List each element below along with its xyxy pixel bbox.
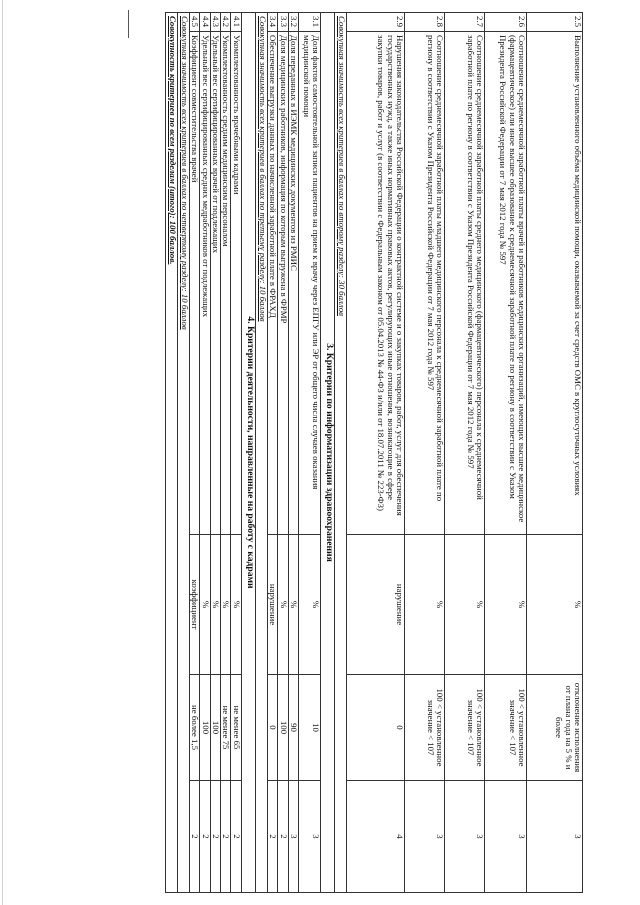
- criterion-number: 4.4: [200, 13, 210, 32]
- criterion-score: 3: [485, 781, 527, 893]
- criterion-norm: 10: [299, 675, 321, 781]
- section-subtotal: Совокупная значимость всех критериев в баллах по четвертому разделу: 10 баллов: [177, 13, 189, 893]
- criterion-unit: нарушение: [347, 535, 405, 675]
- table-row: [405, 13, 445, 893]
- section-subtotal: Совокупная значимость всех критериев в баллах по третьему разделу: 10 баллов: [255, 13, 267, 893]
- criterion-norm: 0: [347, 675, 405, 781]
- criterion-norm: не более 1,5: [189, 675, 199, 781]
- criterion-number: 3.3: [278, 13, 288, 32]
- section-heading-row: [241, 13, 255, 893]
- criterion-norm: 100 < установленное значение < 107: [405, 675, 445, 781]
- criterion-unit: %: [405, 535, 445, 675]
- criterion-unit: нарушение: [267, 535, 277, 675]
- criterion-norm: 100 < установленное значение < 107: [445, 675, 485, 781]
- criterion-number: 4.3: [210, 13, 220, 32]
- criterion-score: 3: [405, 781, 445, 893]
- criterion-text: Удельный вес сертифицированных средних медработников от подлежащих: [200, 32, 210, 535]
- table-row: [299, 13, 321, 893]
- criterion-number: 3.4: [267, 13, 277, 32]
- criterion-text: Соотношение среднемесячной заработной платы среднего медицинского (фармацевтического) персонала к среднемесячной заработной плате по региону в соответствии с Указом Президента Российской Федерации от 7 мая 2012 года № 597: [445, 32, 485, 535]
- criterion-unit: %: [220, 535, 230, 675]
- section-heading: 4. Критерии деятельности, направленные на работу с кадрами: [241, 13, 255, 893]
- criterion-text: Обеспечение выгрузки данных по начисленной заработной плате в ФРАХД: [267, 32, 277, 535]
- criterion-score: 3: [445, 781, 485, 893]
- criteria-table: [165, 12, 583, 893]
- criterion-number: 3.2: [288, 13, 298, 32]
- criterion-score: 2: [210, 781, 220, 893]
- criterion-text: Коэффициент совместительства врачей: [189, 32, 199, 535]
- section-subtotal-row: [177, 13, 189, 893]
- criterion-number: 2.6: [485, 13, 527, 32]
- criterion-score: 2: [200, 781, 210, 893]
- criterion-score: 2: [231, 781, 241, 893]
- criterion-number: 4.1: [231, 13, 241, 32]
- grand-total: Совокупность критериев по всем разделам (итого): 100 баллов.: [165, 13, 177, 893]
- criterion-text: Доля медицинских работников, информация по которым выгружена в ФРМР: [278, 32, 288, 535]
- table-row: [347, 13, 405, 893]
- criterion-unit: %: [485, 535, 527, 675]
- criterion-unit: %: [299, 535, 321, 675]
- criterion-norm: 100: [210, 675, 220, 781]
- table-row: [231, 13, 241, 893]
- criterion-norm: не менее 65: [231, 675, 241, 781]
- criterion-unit: %: [278, 535, 288, 675]
- criterion-unit: %: [231, 535, 241, 675]
- criterion-unit: %: [288, 535, 298, 675]
- criterion-number: 2.9: [347, 13, 405, 32]
- grand-total-row: [165, 13, 177, 893]
- table-row: [527, 13, 583, 893]
- criterion-norm: 90: [288, 675, 298, 781]
- criterion-unit: %: [527, 535, 583, 675]
- criterion-unit: коэффициент: [189, 535, 199, 675]
- criterion-norm: 100: [200, 675, 210, 781]
- criterion-text: Укомплектованность врачебными кадрами: [231, 32, 241, 535]
- criterion-norm: не менее 75: [220, 675, 230, 781]
- criterion-number: 2.5: [527, 13, 583, 32]
- criterion-text: Соотношение среднемесячной заработной платы младшего медицинского персонала к среднемесячной заработной плате по региону в соответствии с Указом Президента Российской Федерации от 7 мая 2012 года № 597: [405, 32, 445, 535]
- table-row: [210, 13, 220, 893]
- criterion-number: 4.5: [189, 13, 199, 32]
- rotated-sheet: [19, 12, 583, 892]
- table-row: [267, 13, 277, 893]
- criterion-score: 2: [267, 781, 277, 893]
- criterion-text: Выполнение установленного объёма медицинской помощи, оказываемой за счет средств ОМС в круглосуточных условиях: [527, 32, 583, 535]
- table-row: [200, 13, 210, 893]
- criterion-text: Нарушения законодательства Российской Федерации о контрактной системе и о закупках товаров, работ, услуг для обеспечения государственных нужд, а также иных нормативных правовых актов, регулирующих иные отношения, возникающие в сфере закупки товаров, работ и услуг (в соответствии с Федеральным законом от 05.04.2013 № 44-ФЗ и/или от 18.07.2011 № 223-ФЗ): [347, 32, 405, 535]
- criterion-norm: 100 < установленное значение < 107: [485, 675, 527, 781]
- section-heading-row: [321, 13, 335, 893]
- criterion-score: 4: [347, 781, 405, 893]
- table-row: [288, 13, 298, 893]
- table-row: [278, 13, 288, 893]
- table-row: [485, 13, 527, 893]
- criterion-number: 2.8: [405, 13, 445, 32]
- criterion-number: 2.7: [445, 13, 485, 32]
- criterion-text: Укомплектованность средним медицинским персоналом: [220, 32, 230, 535]
- scan-edge-line: [2, 0, 3, 905]
- criterion-score: 3: [288, 781, 298, 893]
- criterion-norm: 100: [278, 675, 288, 781]
- criterion-score: 3: [299, 781, 321, 893]
- criterion-number: 3.1: [299, 13, 321, 32]
- table-row: [445, 13, 485, 893]
- section-heading: 3. Критерии по информатизации здравоохранения: [321, 13, 335, 893]
- section-subtotal-row: [255, 13, 267, 893]
- criterion-number: 4.2: [220, 13, 230, 32]
- criterion-norm: отклонение исполнения от плана года на 5 % и более: [527, 675, 583, 781]
- criterion-norm: 0: [267, 675, 277, 781]
- section-subtotal-row: [335, 13, 347, 893]
- table-row: [189, 13, 199, 893]
- criterion-score: 3: [527, 781, 583, 893]
- criterion-score: 2: [220, 781, 230, 893]
- criterion-text: Доля переданных в ИЭМК медицинских документов из РМИС: [288, 32, 298, 535]
- criterion-score: 2: [278, 781, 288, 893]
- section-subtotal: Совокупная значимость всех критериев в баллах по второму разделу: 30 баллов: [335, 13, 347, 893]
- criterion-text: Соотношение среднемесячной заработной платы врачей и работников медицинских организаций, имеющих высшее медицинское (фармацевтическое) или иное высшее образование к среднемесячной заработной плате по региону в соответствии с Указом Президента Российской Федерации от 7 мая 2012 года № 597: [485, 32, 527, 535]
- criterion-text: Доля фактов самостоятельной записи пациентов на прием к врачу через ЕПГУ или ЭР от общего числа случаев оказания медицинской помощи: [299, 32, 321, 535]
- criterion-text: Удельный вес сертифицированных врачей от подлежащих: [210, 32, 220, 535]
- criterion-score: 2: [189, 781, 199, 893]
- criterion-unit: %: [445, 535, 485, 675]
- criterion-unit: %: [210, 535, 220, 675]
- table-row: [220, 13, 230, 893]
- criterion-unit: %: [200, 535, 210, 675]
